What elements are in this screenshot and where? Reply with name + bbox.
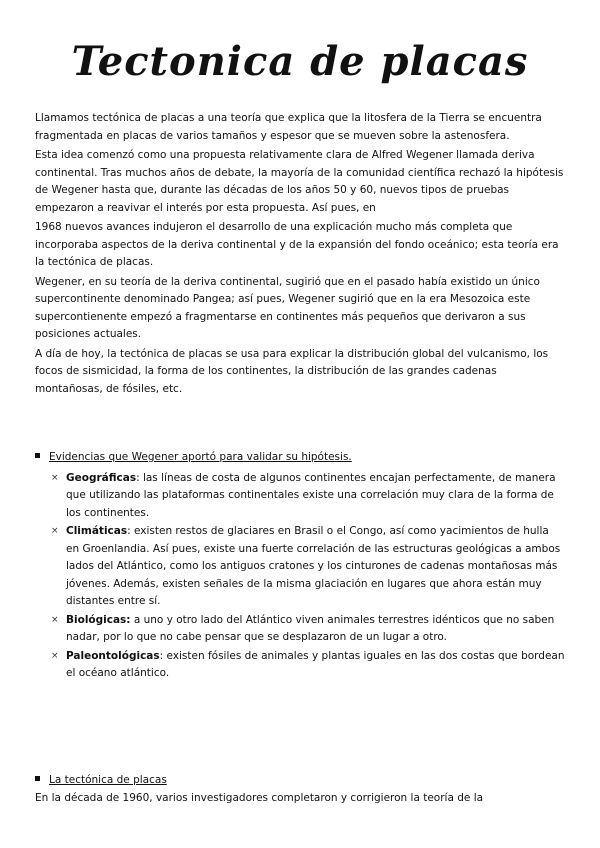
tectonics-heading: La tectónica de placas [49,774,167,786]
paragraph: Wegener, en su teoría de la deriva continental, sugirió que en el pasado había existido un único supercontinente denominado Pangea; así pues, Wegener sugirió que en la era Mesozoica este supercontienente empezó a fragmentarse en continentes más pequeños que derivaron a sus posiciones actuales. [35,275,540,340]
square-bullet-icon [35,453,40,458]
cross-bullet-icon: × [51,472,59,483]
cross-bullet-icon: × [51,650,59,661]
cross-bullet-icon: × [51,614,59,625]
paragraph: En la década de 1960, varios investigadores completaron y corrigieron la teoría de la [35,791,484,804]
tectonics-heading-row [35,772,565,790]
item-text: : existen fósiles de animales y plantas iguales en las dos costas que bordean el océano atlántico. [66,649,565,679]
cross-bullet-icon: × [51,526,59,536]
paragraph: Llamamos tectónica de placas a una teoría que explica que la litosfera de la Tierra se encuentra fragmentada en placas de varios tamaños y espesor que se mueven sobre la astenosfera. [35,112,542,142]
paragraph: 1968 nuevos avances indujeron el desarrollo de una explicación mucho más completa que incorporaba aspectos de la deriva continental y de la expansión del fondo oceánico; esta teoría era la tectónica de placas. [35,221,559,268]
item-label: Climáticas [66,525,128,537]
evidence-list [35,470,565,683]
paragraph: A día de hoy, la tectónica de placas se usa para explicar la distribución global del vulcanismo, los focos de sismicidad, la forma de los continentes, la distribución de las grandes cadenas montañosas, de fósiles, etc. [35,347,549,395]
intro-text [35,110,565,400]
item-text: : las líneas de costa de algunos continentes encajan perfectamente, de manera que utilizando las plataformas continentales existe una correlación muy clara de la forma de los continentes. [66,471,556,519]
list-item [35,648,565,683]
square-bullet-icon [35,776,40,781]
list-item [35,470,565,523]
page-title: Tectonica de placas [71,38,529,85]
item-label: Paleontológicas [66,649,160,662]
evidence-section [35,449,565,684]
evidence-heading-row [35,449,565,467]
item-text: a uno y otro lado del Atlántico viven animales terrestres idénticos que no saben nadar, por lo que no cabe pensar que se desplazaron de un lugar a otro. [66,613,555,643]
paragraph: Esta idea comenzó como una propuesta relativamente clara de Alfred Wegener llamada deriva continental. Tras muchos años de debate, la mayoría de la comunidad científica rechazó la hipótesis de Wegener hasta que, durante las décadas de los años 50 y 60, nuevos tipos de pruebas empezaron a reavivar el interés por esta propuesta. Así pues, en [35,149,564,214]
tectonics-section [35,772,565,807]
list-item [35,523,565,611]
item-text: : existen restos de glaciares en Brasil o el Congo, así como yacimientos de hulla en Groenlandia. Así pues, existe una fuerte correlación de las estructuras geológicas a ambos lados del Atlántico, como los antiguos cratones y los cinturones de cadenas montañosas más jóvenes. Además, existen señales de la misma glaciación en lugares que ahora están muy distantes entre sí. [66,525,561,607]
list-item [35,612,565,647]
evidence-heading: Evidencias que Wegener aportó para validar su hipótesis. [49,451,352,463]
item-label: Geográficas [66,471,137,484]
item-label: Biológicas: [66,613,131,626]
